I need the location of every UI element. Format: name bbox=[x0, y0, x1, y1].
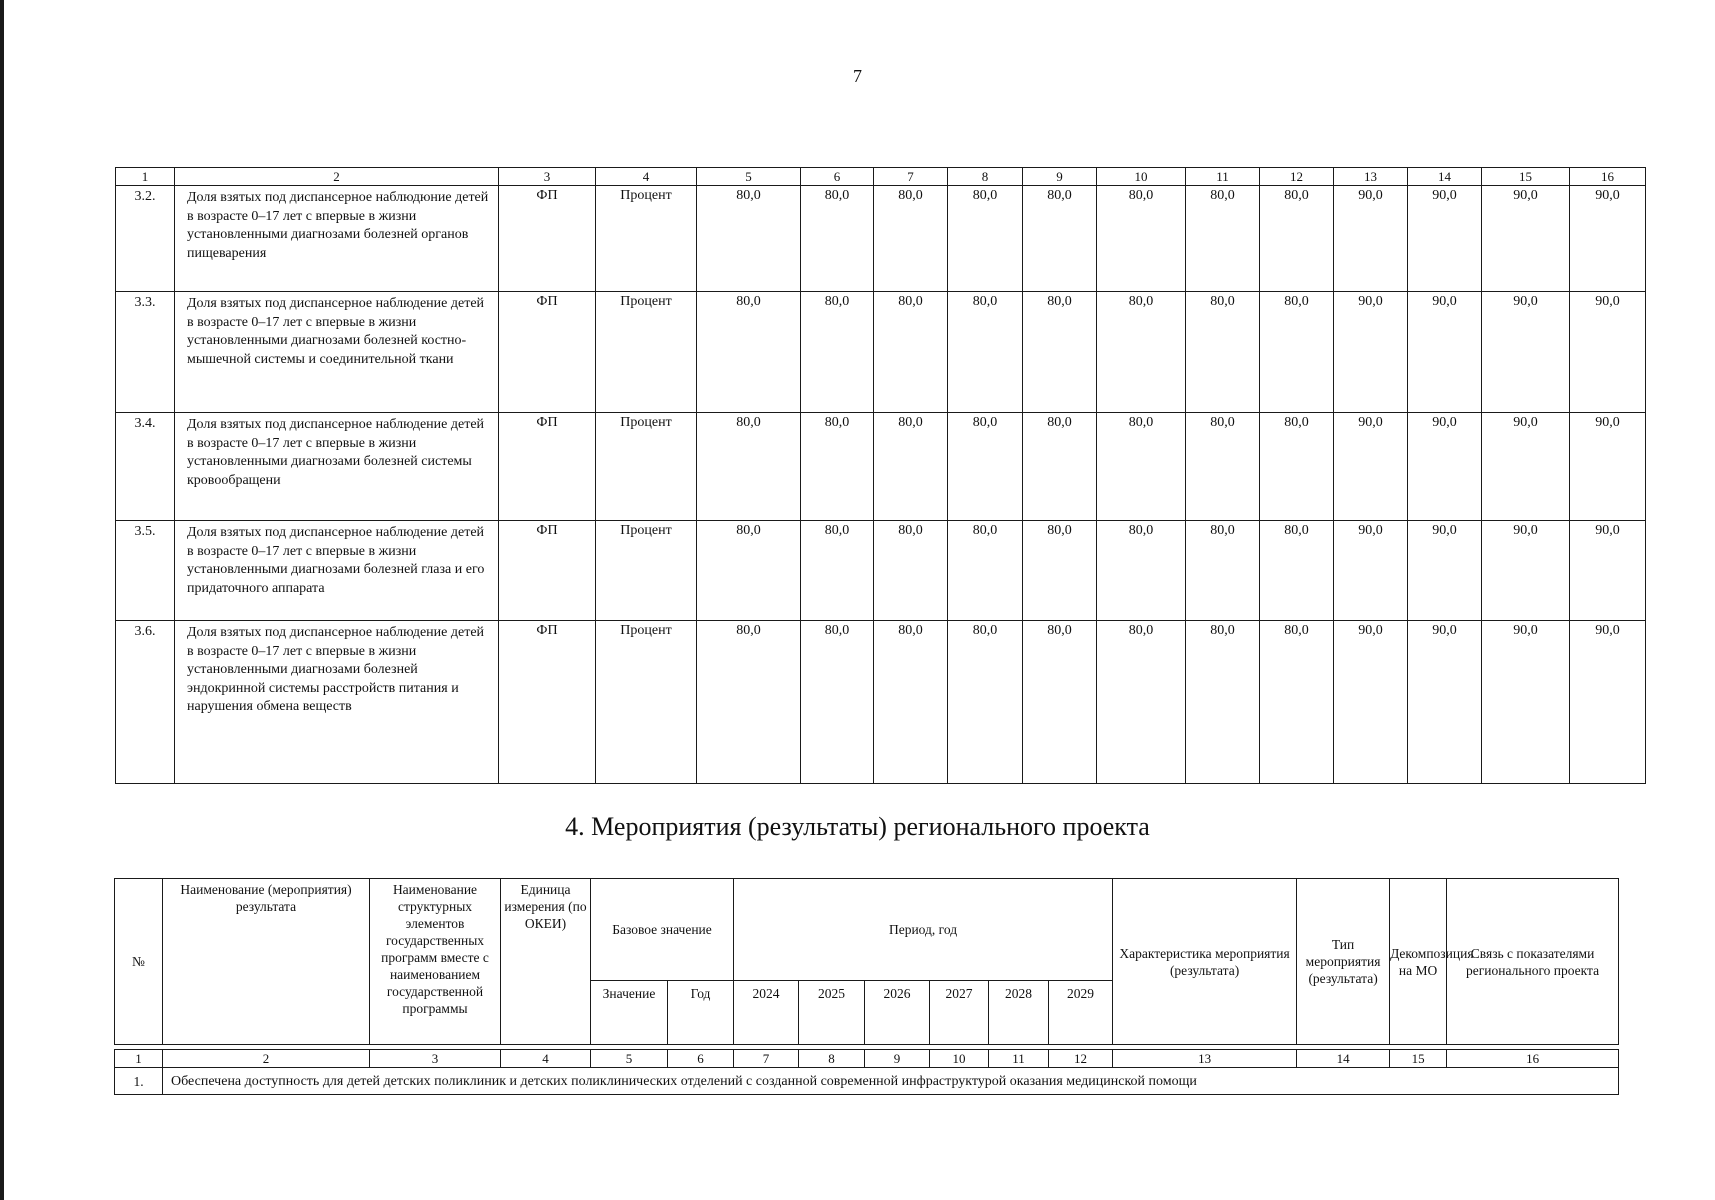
indicator-row bbox=[116, 292, 1646, 413]
source: ФП bbox=[499, 292, 596, 413]
value-cell: 80,0 bbox=[1023, 186, 1097, 292]
col-header-base: Базовое значение bbox=[591, 879, 734, 981]
value-cell: 80,0 bbox=[697, 521, 801, 621]
value-cell: 90,0 bbox=[1570, 292, 1646, 413]
value-cell: 90,0 bbox=[1334, 521, 1408, 621]
column-index: 14 bbox=[1408, 168, 1482, 186]
column-index: 2 bbox=[175, 168, 499, 186]
column-index: 1 bbox=[115, 1050, 163, 1068]
value-cell: 90,0 bbox=[1408, 413, 1482, 521]
value-cell: 80,0 bbox=[1186, 621, 1260, 784]
indicator-row bbox=[116, 413, 1646, 521]
value-cell: 80,0 bbox=[1260, 292, 1334, 413]
value-cell: 80,0 bbox=[1023, 621, 1097, 784]
column-index: 12 bbox=[1049, 1050, 1113, 1068]
value-cell: 80,0 bbox=[948, 621, 1023, 784]
col-header-base-year: Год bbox=[668, 981, 734, 1045]
value-cell: 90,0 bbox=[1570, 621, 1646, 784]
column-index: 3 bbox=[499, 168, 596, 186]
column-index: 6 bbox=[668, 1050, 734, 1068]
column-index: 11 bbox=[989, 1050, 1049, 1068]
year-header: 2028 bbox=[989, 981, 1049, 1045]
row-number: 3.5. bbox=[116, 521, 175, 621]
unit: Процент bbox=[596, 292, 697, 413]
value-cell: 80,0 bbox=[1097, 186, 1186, 292]
value-cell: 80,0 bbox=[874, 186, 948, 292]
column-index: 10 bbox=[930, 1050, 989, 1068]
column-index: 9 bbox=[1023, 168, 1097, 186]
header-row-top bbox=[115, 879, 1619, 981]
value-cell: 80,0 bbox=[697, 292, 801, 413]
year-header: 2025 bbox=[799, 981, 865, 1045]
scan-edge bbox=[0, 0, 4, 1200]
indicator-row bbox=[116, 186, 1646, 292]
value-cell: 80,0 bbox=[1186, 521, 1260, 621]
value-cell: 90,0 bbox=[1482, 621, 1570, 784]
col-header-type: Тип мероприятия (результата) bbox=[1297, 879, 1390, 1045]
column-index: 16 bbox=[1570, 168, 1646, 186]
column-index: 8 bbox=[799, 1050, 865, 1068]
value-cell: 80,0 bbox=[1023, 521, 1097, 621]
column-index: 8 bbox=[948, 168, 1023, 186]
value-cell: 80,0 bbox=[1260, 621, 1334, 784]
column-index: 5 bbox=[697, 168, 801, 186]
value-cell: 80,0 bbox=[1097, 621, 1186, 784]
section-title: 4. Мероприятия (результаты) регионального проекта bbox=[565, 812, 1150, 841]
indicator-name: Доля взятых под диспансерное наблюдюние детей в возрасте 0–17 лет с впервые в жизни установленными диагнозами болезней органов пищеварения bbox=[175, 186, 499, 292]
year-header: 2026 bbox=[865, 981, 930, 1045]
value-cell: 90,0 bbox=[1482, 413, 1570, 521]
column-index: 16 bbox=[1447, 1050, 1619, 1068]
indicator-row bbox=[116, 521, 1646, 621]
column-index: 1 bbox=[116, 168, 175, 186]
value-cell: 80,0 bbox=[948, 186, 1023, 292]
column-index: 7 bbox=[734, 1050, 799, 1068]
column-index: 13 bbox=[1334, 168, 1408, 186]
col-header-characteristic: Характеристика мероприятия (результата) bbox=[1113, 879, 1297, 1045]
column-index: 4 bbox=[501, 1050, 591, 1068]
value-cell: 90,0 bbox=[1334, 413, 1408, 521]
events-table bbox=[114, 878, 1619, 1095]
column-index: 4 bbox=[596, 168, 697, 186]
source: ФП bbox=[499, 521, 596, 621]
value-cell: 90,0 bbox=[1334, 186, 1408, 292]
value-cell: 80,0 bbox=[948, 413, 1023, 521]
value-cell: 90,0 bbox=[1334, 292, 1408, 413]
col-header-period: Период, год bbox=[734, 879, 1113, 981]
indicator-name: Доля взятых под диспансерное наблюдение детей в возрасте 0–17 лет с впервые в жизни установленными диагнозами болезней глаза и его придаточного аппарата bbox=[175, 521, 499, 621]
value-cell: 90,0 bbox=[1408, 521, 1482, 621]
column-index: 15 bbox=[1390, 1050, 1447, 1068]
value-cell: 80,0 bbox=[874, 292, 948, 413]
col-header-base-value: Значение bbox=[591, 981, 668, 1045]
value-cell: 80,0 bbox=[801, 186, 874, 292]
value-cell: 80,0 bbox=[1023, 292, 1097, 413]
value-cell: 90,0 bbox=[1570, 521, 1646, 621]
unit: Процент bbox=[596, 621, 697, 784]
row-number: 1. bbox=[115, 1068, 163, 1095]
indicator-row bbox=[116, 621, 1646, 784]
col-header-unit: Единица измерения (по ОКЕИ) bbox=[501, 879, 591, 1045]
value-cell: 90,0 bbox=[1482, 292, 1570, 413]
column-index: 13 bbox=[1113, 1050, 1297, 1068]
value-cell: 90,0 bbox=[1408, 292, 1482, 413]
value-cell: 80,0 bbox=[801, 292, 874, 413]
col-header-no: № bbox=[115, 879, 163, 1045]
column-index: 10 bbox=[1097, 168, 1186, 186]
value-cell: 80,0 bbox=[1097, 292, 1186, 413]
row-number: 3.3. bbox=[116, 292, 175, 413]
row-text: Обеспечена доступность для детей детских поликлиник и детских поликлинических отделений с созданной современной инфраструктурой оказания медицинской помощи bbox=[163, 1068, 1619, 1095]
year-header: 2029 bbox=[1049, 981, 1113, 1045]
unit: Процент bbox=[596, 186, 697, 292]
value-cell: 80,0 bbox=[1186, 292, 1260, 413]
value-cell: 90,0 bbox=[1570, 186, 1646, 292]
column-index: 3 bbox=[370, 1050, 501, 1068]
col-header-decomposition: Декомпозиция на МО bbox=[1390, 879, 1447, 1045]
column-index: 5 bbox=[591, 1050, 668, 1068]
column-index: 2 bbox=[163, 1050, 370, 1068]
value-cell: 80,0 bbox=[1186, 186, 1260, 292]
value-cell: 80,0 bbox=[1023, 413, 1097, 521]
value-cell: 80,0 bbox=[697, 621, 801, 784]
column-index: 6 bbox=[801, 168, 874, 186]
value-cell: 80,0 bbox=[697, 186, 801, 292]
unit: Процент bbox=[596, 413, 697, 521]
source: ФП bbox=[499, 621, 596, 784]
col-header-name: Наименование (мероприятия) результата bbox=[163, 879, 370, 1045]
value-cell: 80,0 bbox=[801, 521, 874, 621]
row-number: 3.4. bbox=[116, 413, 175, 521]
value-cell: 80,0 bbox=[874, 413, 948, 521]
year-header: 2024 bbox=[734, 981, 799, 1045]
value-cell: 80,0 bbox=[801, 621, 874, 784]
page-number: 7 bbox=[853, 66, 862, 86]
column-index: 12 bbox=[1260, 168, 1334, 186]
value-cell: 90,0 bbox=[1570, 413, 1646, 521]
value-cell: 80,0 bbox=[1097, 521, 1186, 621]
indicators-table bbox=[115, 167, 1646, 784]
value-cell: 80,0 bbox=[801, 413, 874, 521]
source: ФП bbox=[499, 186, 596, 292]
column-index-row bbox=[116, 168, 1646, 186]
column-index: 15 bbox=[1482, 168, 1570, 186]
value-cell: 90,0 bbox=[1334, 621, 1408, 784]
year-header: 2027 bbox=[930, 981, 989, 1045]
event-row bbox=[115, 1068, 1619, 1095]
indicator-name: Доля взятых под диспансерное наблюдение детей в возрасте 0–17 лет с впервые в жизни установленными диагнозами болезней костно-мышечной системы и соединительной ткани bbox=[175, 292, 499, 413]
column-index: 14 bbox=[1297, 1050, 1390, 1068]
value-cell: 90,0 bbox=[1482, 186, 1570, 292]
unit: Процент bbox=[596, 521, 697, 621]
value-cell: 80,0 bbox=[874, 521, 948, 621]
value-cell: 80,0 bbox=[1260, 521, 1334, 621]
row-number: 3.2. bbox=[116, 186, 175, 292]
column-index-row bbox=[115, 1050, 1619, 1068]
col-header-link: Связь с показателями регионального проекта bbox=[1447, 879, 1619, 1045]
value-cell: 80,0 bbox=[1260, 186, 1334, 292]
value-cell: 90,0 bbox=[1482, 521, 1570, 621]
value-cell: 80,0 bbox=[874, 621, 948, 784]
row-number: 3.6. bbox=[116, 621, 175, 784]
indicator-name: Доля взятых под диспансерное наблюдение детей в возрасте 0–17 лет с впервые в жизни установленными диагнозами болезней системы кровообращени bbox=[175, 413, 499, 521]
value-cell: 90,0 bbox=[1408, 621, 1482, 784]
source: ФП bbox=[499, 413, 596, 521]
column-index: 11 bbox=[1186, 168, 1260, 186]
indicator-name: Доля взятых под диспансерное наблюдение детей в возрасте 0–17 лет с впервые в жизни установленными диагнозами болезней эндокринной системы расстройств питания и нарушения обмена веществ bbox=[175, 621, 499, 784]
value-cell: 80,0 bbox=[1186, 413, 1260, 521]
column-index: 9 bbox=[865, 1050, 930, 1068]
value-cell: 80,0 bbox=[697, 413, 801, 521]
value-cell: 80,0 bbox=[1097, 413, 1186, 521]
value-cell: 80,0 bbox=[948, 292, 1023, 413]
column-index: 7 bbox=[874, 168, 948, 186]
col-header-structural-elements: Наименование структурных элементов государственных программ вместе с наименованием государственной программы bbox=[370, 879, 501, 1045]
value-cell: 80,0 bbox=[1260, 413, 1334, 521]
value-cell: 80,0 bbox=[948, 521, 1023, 621]
value-cell: 90,0 bbox=[1408, 186, 1482, 292]
